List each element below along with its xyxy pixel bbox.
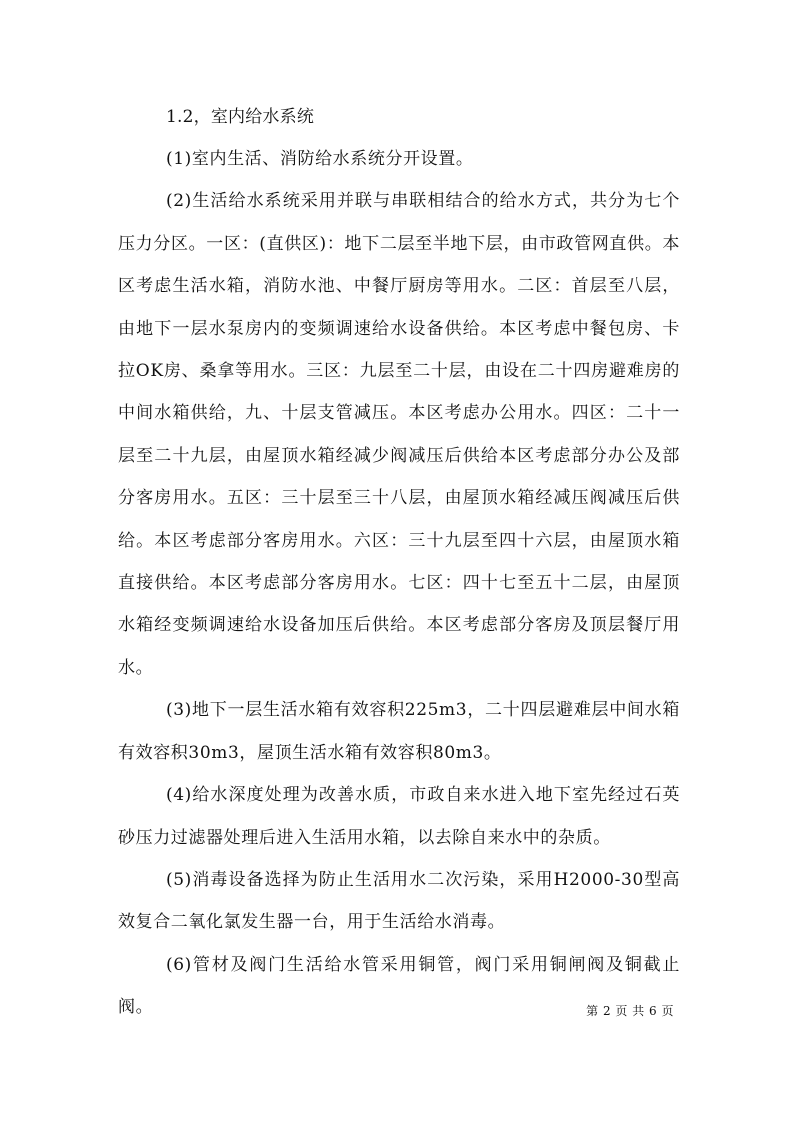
paragraph-6: (6)管材及阀门生活给水管采用铜管，阀门采用铜闸阀及铜截止阀。 bbox=[118, 954, 680, 1018]
paragraph-3: (3)地下一层生活水箱有效容积225m3，二十四层避难层中间水箱有效容积30m3，屋顶生活水箱有效容积80m3。 bbox=[118, 700, 680, 763]
document-body bbox=[118, 96, 680, 1029]
paragraph-4: (4)给水深度处理为改善水质，市政自来水进入地下室先经过石英砂压力过滤器处理后进入生活用水箱，以去除自来水中的杂质。 bbox=[118, 785, 680, 848]
paragraph-2: (2)生活给水系统采用并联与串联相结合的给水方式，共分为七个压力分区。一区：(直供区)：地下二层至半地下层，由市政管网直供。本区考虑生活水箱，消防水池、中餐厅厨房等用水。二区：首层至八层，由地下一层水泵房内的变频调速给水设备供给。本区考虑中餐包房、卡拉OK房、桑拿等用水。三区：九层至二十层，由设在二十四房避难房的中间水箱供给，九、十层支管减压。本区考虑办公用水。四区：二十一层至二十九层，由屋顶水箱经减少阀减压后供给本区考虑部分办公及部分客房用水。五区：三十层至三十八层，由屋顶水箱经减压阀减压后供给。本区考虑部分客房用水。六区：三十九层至四十六层，由屋顶水箱直接供给。本区考虑部分客房用水。七区：四十七至五十二层，由屋顶水箱经变频调速给水设备加压后供给。本区考虑部分客房及顶层餐厅用水。 bbox=[118, 191, 680, 678]
paragraph-5: (5)消毒设备选择为防止生活用水二次污染，采用H2000-30型高效复合二氧化氯发生器一台，用于生活给水消毒。 bbox=[118, 869, 680, 933]
paragraph-1: (1)室内生活、消防给水系统分开设置。 bbox=[166, 149, 474, 169]
page-number-footer: 第 2 页 共 6 页 bbox=[586, 1004, 674, 1018]
section-heading: 1.2，室内给水系统 bbox=[166, 107, 315, 127]
